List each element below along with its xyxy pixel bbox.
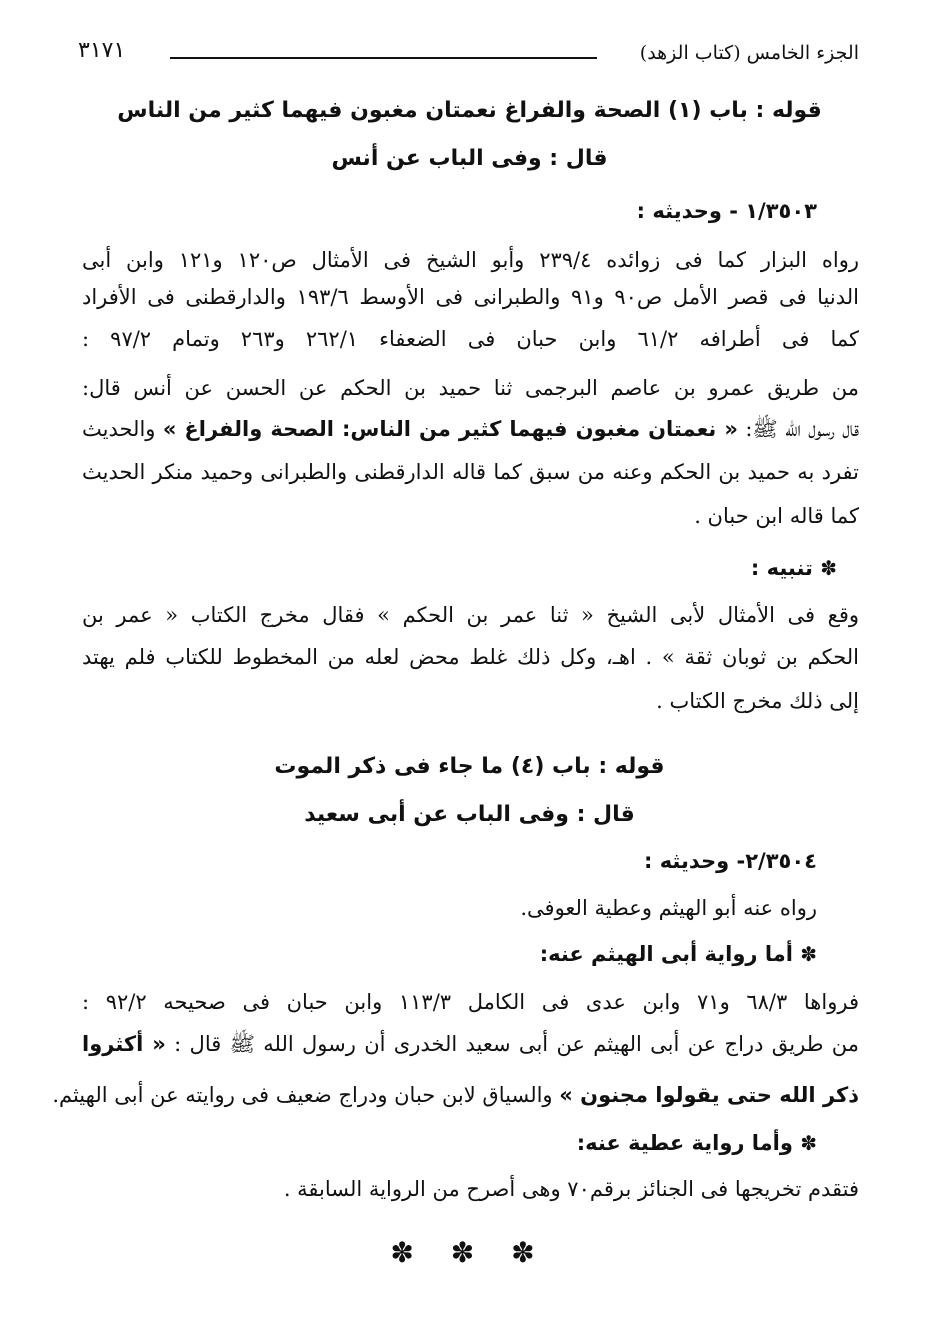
- asterisk-icon: ✽: [800, 942, 817, 966]
- section-subheading: قال : وفى الباب عن أنس: [331, 146, 608, 171]
- paragraph-line: تفرد به حميد بن الحكم وعنه من سبق كما قاله الدارقطنى والطبرانى وحميد منكر الحديث: [82, 460, 859, 484]
- hadith-label: ٢/٣٥٠٤- وحديثه :: [643, 849, 817, 873]
- paragraph-line: فرواها ٦٨/٣ و٧١ وابن عدى فى الكامل ١١٣/٣ وابن حبان فى صحيحه ٩٢/٢ :: [82, 990, 859, 1014]
- subsection-label-line: [82, 1120, 817, 1166]
- header-book-title: الجزء الخامس (كتاب الزهد): [639, 42, 859, 64]
- section-subheading: قال : وفى الباب عن أبى سعيد: [304, 802, 635, 827]
- note-label-line: [82, 545, 837, 591]
- hadith-label: ١/٣٥٠٣ - وحديثه :: [636, 199, 817, 223]
- hadith-quote: « نعمتان مغبون فيهما كثير من الناس: الصحة والفراغ »: [162, 417, 738, 441]
- section-heading: قوله : باب (٤) ما جاء فى ذكر الموت: [274, 754, 665, 779]
- text-run: قال رسول الله ﷺ:: [745, 417, 859, 441]
- asterisk-icon: ✽: [820, 556, 837, 580]
- paragraph-line: الحكم بن ثوبان ثقة » . اهـ، وكل ذلك غلط محض لعله من المخطوط للكتاب فلم يهتد: [82, 645, 859, 669]
- paragraph-line: [82, 406, 859, 452]
- paragraph-line: كما قاله ابن حبان .: [694, 504, 859, 528]
- text-run: من طريق دراج عن أبى الهيثم عن أبى سعيد الخدرى أن رسول الله ﷺ قال :: [174, 1032, 859, 1056]
- paragraph-line: كما فى أطرافه ٦١/٢ وابن حبان فى الضعفاء ٢٦٢/١ و٢٦٣ وتمام ٩٧/٢ :: [82, 327, 859, 351]
- paragraph-line: الدنيا فى قصر الأمل ص٩٠ و٩١ والطبرانى فى الأوسط ١٩٣/٦ والدارقطنى فى الأفراد: [82, 285, 859, 309]
- subsection-label: أما رواية أبى الهيثم عنه:: [539, 942, 793, 966]
- hadith-quote: « أكثروا: [82, 1032, 166, 1056]
- paragraph-line: فتقدم تخريجها فى الجنائز برقم٧٠ وهى أصرح من الرواية السابقة .: [283, 1177, 859, 1201]
- asterisk-icon: ✽: [800, 1131, 817, 1155]
- header-rule: [170, 57, 597, 59]
- text-run: والحديث: [82, 417, 156, 441]
- section-heading: قوله : باب (١) الصحة والفراغ نعمتان مغبون فيهما كثير من الناس: [117, 98, 822, 123]
- subsection-label-line: [82, 931, 817, 977]
- paragraph-line: من طريق عمرو بن عاصم البرجمى ثنا حميد بن الحكم عن الحسن عن أنس قال:: [82, 376, 859, 400]
- page-number: ٣١٧١: [78, 38, 126, 63]
- hadith-quote: ذكر الله حتى يقولوا مجنون »: [559, 1083, 859, 1107]
- note-label: تنبيه :: [750, 556, 813, 580]
- subsection-label: وأما رواية عطية عنه:: [576, 1131, 793, 1155]
- paragraph-line: [52, 1072, 859, 1118]
- paragraph-line: رواه عنه أبو الهيثم وعطية العوفى.: [520, 896, 817, 920]
- end-ornament: ✽ ✽ ✽: [390, 1236, 549, 1269]
- paragraph-line: [82, 1021, 859, 1067]
- paragraph-line: رواه البزار كما فى زوائده ٢٣٩/٤ وأبو الشيخ فى الأمثال ص١٢٠ و١٢١ وابن أبى: [82, 248, 859, 272]
- paragraph-line: إلى ذلك مخرج الكتاب .: [656, 689, 859, 713]
- text-run: والسياق لابن حبان ودراج ضعيف فى روايته عن أبى الهيثم.: [52, 1083, 553, 1107]
- running-header: [78, 36, 859, 76]
- paragraph-line: وقع فى الأمثال لأبى الشيخ « ثنا عمر بن الحكم » فقال مخرج الكتاب « عمر بن: [82, 603, 859, 627]
